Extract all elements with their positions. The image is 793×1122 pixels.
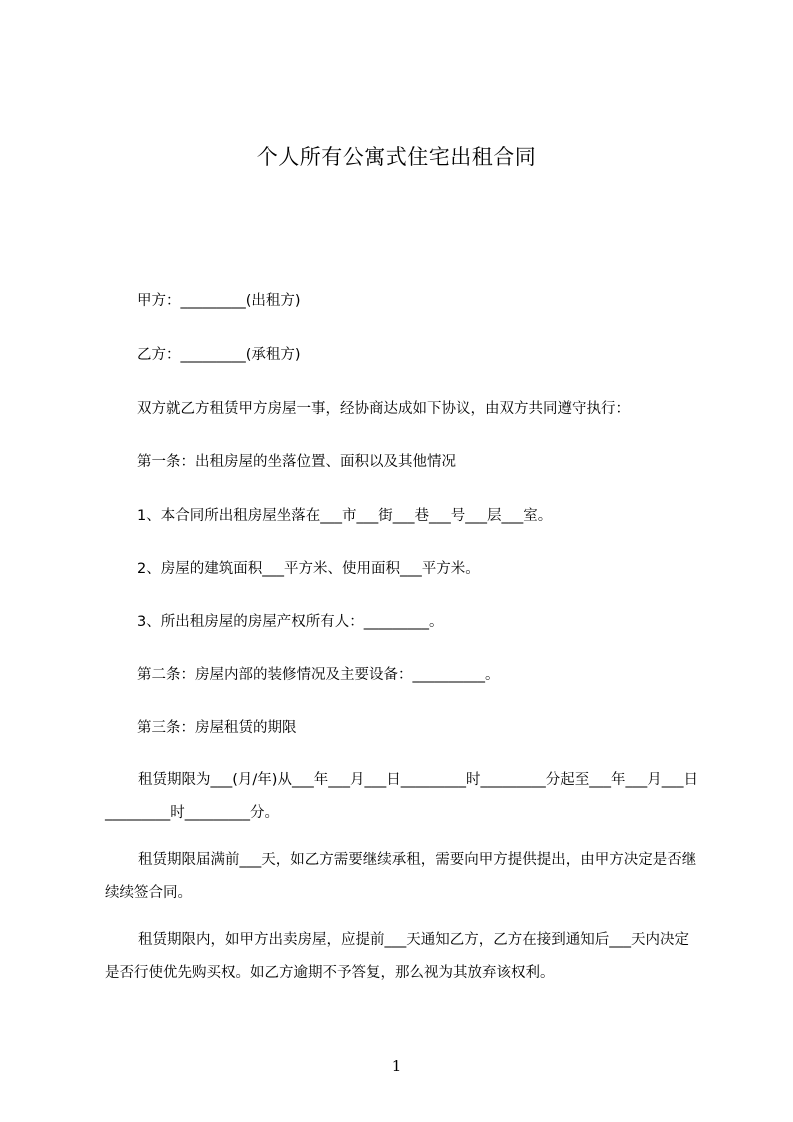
article-3-paragraph-1: 租赁期限为___(月/年)从___年___月___日_________时_________分起至___年___月___日_________时_________分。: [105, 772, 698, 821]
article-1-heading: 第一条：出租房屋的坐落位置、面积以及其他情况: [137, 454, 456, 470]
article-1-item-2: 2、房屋的建筑面积___平方米、使用面积___平方米。: [137, 561, 480, 577]
article-2-text: 第二条：房屋内部的装修情况及主要设备：__________。: [137, 667, 500, 683]
article-1-item-3: 3、所出租房屋的房屋产权所有人：_________。: [137, 614, 444, 630]
party-b-line: 乙方：_________(承租方): [137, 347, 301, 363]
page-number: 1: [391, 1057, 402, 1075]
article-3-heading: 第三条：房屋租赁的期限: [137, 720, 297, 736]
article-3-paragraph-3: 租赁期限内，如甲方出卖房屋，应提前___天通知乙方，乙方在接到通知后___天内决定是否行使优先购买权。如乙方逾期不予答复，那么视为其放弃该权利。: [105, 932, 689, 981]
article-1-item-1: 1、本合同所出租房屋坐落在___市___街___巷___号___层___室。: [137, 508, 553, 524]
party-a-line: 甲方：_________(出租方): [137, 293, 301, 309]
article-3-paragraph-2: 租赁期限届满前___天，如乙方需要继续承租，需要向甲方提供提出，由甲方决定是否继续续签合同。: [105, 852, 697, 901]
preamble-text: 双方就乙方租赁甲方房屋一事，经协商达成如下协议，由双方共同遵守执行：: [137, 401, 630, 417]
page-title: 个人所有公寓式住宅出租合同: [256, 145, 537, 169]
